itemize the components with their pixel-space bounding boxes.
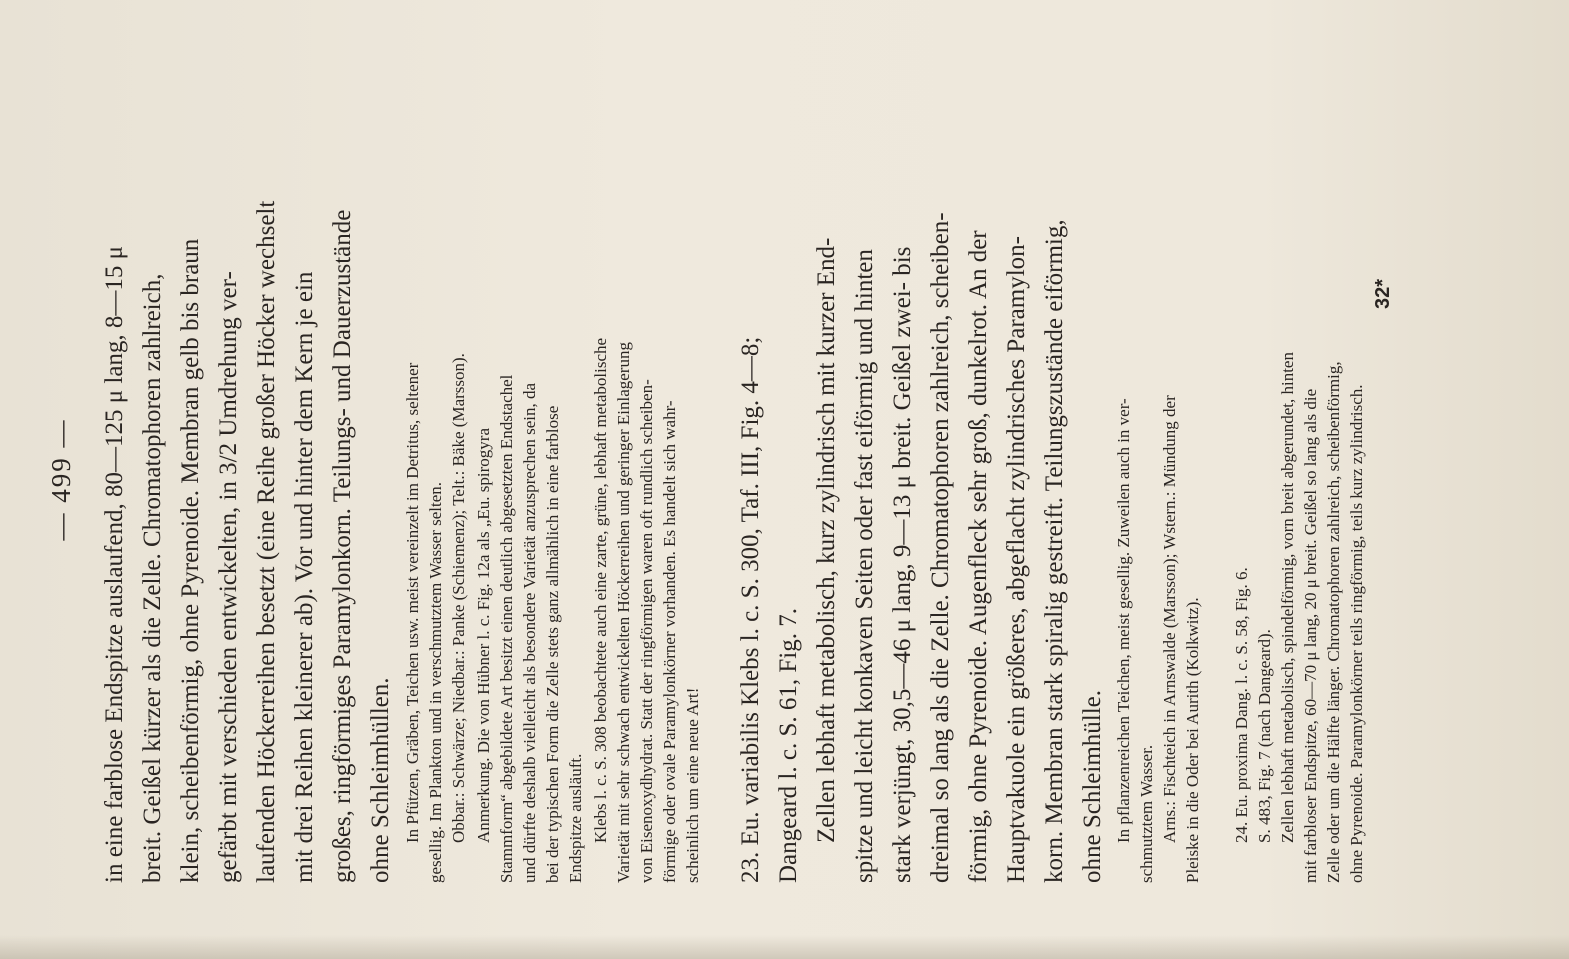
text-line: Dangeard l. c. S. 61, Fig. 7. bbox=[775, 608, 802, 883]
signature-mark: 32* bbox=[1372, 278, 1394, 309]
text-line: Arns.: Fischteich in Arnswalde (Marsson); Wstern.: Mündung der bbox=[1160, 395, 1179, 843]
text-line: In Pfützen, Gräben, Teichen usw. meist vereinzelt im Detritus, seltener bbox=[403, 362, 422, 843]
text-line: Hauptvakuole ein größeres, abgeflacht zylindrisches Paramylon- bbox=[1003, 236, 1030, 883]
text-line: gefärbt mit verschieden entwickelten, in 3/2 Umdrehung ver- bbox=[215, 271, 242, 883]
text-line: 24. Eu. proxima Dang. l. c. S. 58, Fig. 6. bbox=[1232, 567, 1251, 843]
text-line: ohne Schleimhülle. bbox=[1079, 689, 1106, 883]
text-line: Zelle oder um die Hälfte länger. Chromatophoren zahlreich, scheibenförmig, bbox=[1324, 361, 1343, 883]
page-number: — 499 — bbox=[46, 418, 76, 541]
text-line: spitze und leicht konkaven Seiten oder fast eiförmig und hinten bbox=[851, 249, 878, 883]
text-line: Zellen lebhaft metabolisch, spindelförmig, vorn breit abgerundet, hinten bbox=[1278, 352, 1297, 843]
text-line: laufenden Höckerreihen besetzt (eine Reihe großer Höcker wechselt bbox=[253, 200, 280, 883]
text-line: in eine farblose Endspitze auslaufend, 80—125 μ lang, 8—15 μ bbox=[101, 245, 128, 883]
text-line: schmutztem Wasser. bbox=[1137, 744, 1156, 883]
text-line: gesellig. Im Plankton und in verschmutztem Wasser selten. bbox=[426, 481, 445, 883]
text-line: von Eisenoxydhydrat. Statt der ringförmigen waren oft rundlich scheiben- bbox=[637, 379, 656, 883]
text-line: breit. Geißel kürzer als die Zelle. Chromatophoren zahlreich, bbox=[139, 273, 166, 883]
text-line: Stammform“ abgebildete Art besitzt einen deutlich abgesetzten Endstachel bbox=[497, 374, 516, 883]
text-line: Endspitze ausläuft. bbox=[566, 753, 585, 883]
text-line: Obbar.: Schwärze; Niedbar.: Panke (Schiemenz); Telt.: Bäke (Marsson). bbox=[449, 353, 468, 843]
text-line: bei der typischen Form die Zelle stets ganz allmählich in eine farblose bbox=[543, 405, 562, 883]
text-line: stark verjüngt, 30,5—46 μ lang, 9—13 μ breit. Geißel zwei- bis bbox=[889, 246, 916, 883]
text-line: S. 483, Fig. 7 (nach Dangeard). bbox=[1255, 629, 1274, 843]
text-line: Zellen lebhaft metabolisch, kurz zylindrisch mit kurzer End- bbox=[813, 237, 840, 843]
text-line: korn. Membran stark spiralig gestreift. Teilungszustände eiförmig, bbox=[1041, 219, 1068, 883]
text-line: und dürfte deshalb vielleicht als besondere Varietät anzusprechen sein, da bbox=[520, 382, 539, 883]
text-line: klein, scheibenförmig, ohne Pyrenoide. Membran gelb bis braun bbox=[177, 238, 204, 883]
text-line: 23. Eu. variabilis Klebs l. c. S. 300, Taf. III, Fig. 4—8; bbox=[737, 336, 764, 883]
text-line: mit farbloser Endspitze, 60—70 μ lang, 20 μ breit. Geißel so lang als die bbox=[1301, 388, 1320, 883]
text-line: Klebs l. c. S. 308 beobachtete auch eine zarte, grüne, lebhaft metabolische bbox=[591, 337, 610, 843]
text-line: Anmerkung. Die von Hübner l. c. Fig. 12a als „Eu. spirogyra bbox=[474, 428, 493, 843]
text-line: förmig, ohne Pyrenoide. Augenfleck sehr groß, dunkelrot. An der bbox=[965, 230, 992, 883]
text-line: Varietät mit sehr schwach entwickelten Höckerreihen und geringer Einlagerung bbox=[614, 342, 633, 883]
text-line: mit drei Reihen kleinerer ab). Vor und hinter dem Kern je ein bbox=[291, 271, 318, 883]
text-line: dreimal so lang als die Zelle. Chromatophoren zahlreich, scheiben- bbox=[927, 212, 954, 883]
text-line: förmige oder ovale Paramylonkörner vorhanden. Es handelt sich wahr- bbox=[660, 400, 679, 883]
text-line: scheinlich um eine neue Art! bbox=[683, 687, 702, 883]
text-line: großes, ringförmiges Paramylonkorn. Teilungs- und Dauerzustände bbox=[329, 209, 356, 883]
text-line: ohne Pyrenoide. Paramylonkörner teils ringförmig, teils kurz zylindrisch. bbox=[1347, 384, 1366, 883]
text-line: ohne Schleimhüllen. bbox=[367, 677, 394, 883]
text-line: In pflanzenreichen Teichen, meist gesellig. Zuweilen auch in ver- bbox=[1114, 398, 1133, 843]
text-line: Pleiske in die Oder bei Aurith (Kolkwitz). bbox=[1183, 597, 1202, 883]
